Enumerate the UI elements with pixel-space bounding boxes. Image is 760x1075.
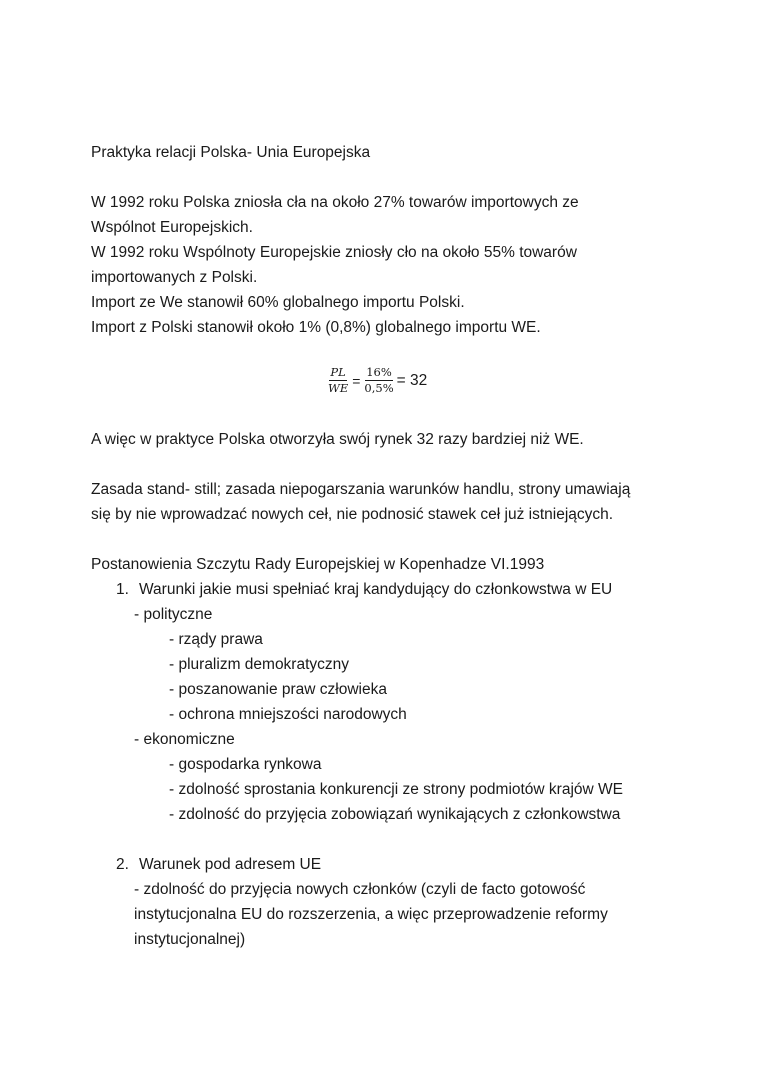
- intro-line: Import ze We stanowił 60% globalnego importu Polski.: [91, 294, 465, 311]
- fraction-denominator: WE: [328, 381, 349, 395]
- intro-line: Import z Polski stanowił około 1% (0,8%) globalnego importu WE.: [91, 319, 541, 336]
- intro-line: Wspólnot Europejskich.: [91, 219, 253, 236]
- item2-detail-line: - zdolność do przyjęcia nowych członków (czyli de facto gotowość: [134, 881, 586, 898]
- fraction-numerator: PL: [330, 365, 346, 379]
- list-number: 2.: [116, 856, 129, 873]
- economic-condition: - gospodarka rynkowa: [169, 756, 322, 773]
- standstill-line: się by nie wprowadzać nowych ceł, nie podnosić stawek ceł już istniejących.: [91, 506, 614, 523]
- fraction-numerator: 16%: [366, 365, 392, 379]
- item2-detail-line: instytucjonalnej): [134, 931, 246, 948]
- equals-sign: =: [352, 372, 361, 389]
- economic-condition: - zdolność sprostania konkurencji ze strony podmiotów krajów WE: [169, 781, 623, 798]
- political-condition: - poszanowanie praw człowieka: [169, 681, 387, 698]
- item2-detail-line: instytucjonalna EU do rozszerzenia, a więc przeprowadzenie reformy: [134, 906, 608, 923]
- intro-line: importowanych z Polski.: [91, 269, 258, 286]
- conclusion-line: A więc w praktyce Polska otworzyła swój rynek 32 razy bardziej niż WE.: [91, 431, 584, 448]
- list-item-text: Warunek pod adresem UE: [139, 856, 322, 873]
- ratio-formula: [328, 366, 427, 395]
- formula-result: = 32: [396, 371, 428, 389]
- sublist-label-economic: - ekonomiczne: [134, 731, 235, 748]
- fraction-pl-we: [328, 366, 348, 395]
- intro-line: W 1992 roku Wspólnoty Europejskie zniosły cło na około 55% towarów: [91, 244, 577, 261]
- fraction-denominator: 0,5%: [364, 381, 394, 395]
- sublist-label-political: - polityczne: [134, 606, 213, 623]
- document-title: Praktyka relacji Polska- Unia Europejska: [91, 144, 371, 161]
- political-condition: - pluralizm demokratyczny: [169, 656, 350, 673]
- intro-line: W 1992 roku Polska zniosła cła na około 27% towarów importowych ze: [91, 194, 579, 211]
- economic-condition: - zdolność do przyjęcia zobowiązań wynikających z członkowstwa: [169, 806, 621, 823]
- fraction-percent: [364, 366, 393, 395]
- political-condition: - ochrona mniejszości narodowych: [169, 706, 407, 723]
- list-item-text: Warunki jakie musi spełniać kraj kandydujący do członkowstwa w EU: [139, 581, 613, 598]
- list-number: 1.: [116, 581, 129, 598]
- section-heading: Postanowienia Szczytu Rady Europejskiej w Kopenhadze VI.1993: [91, 556, 545, 573]
- political-condition: - rządy prawa: [169, 631, 263, 648]
- standstill-line: Zasada stand- still; zasada niepogarszania warunków handlu, strony umawiają: [91, 481, 631, 498]
